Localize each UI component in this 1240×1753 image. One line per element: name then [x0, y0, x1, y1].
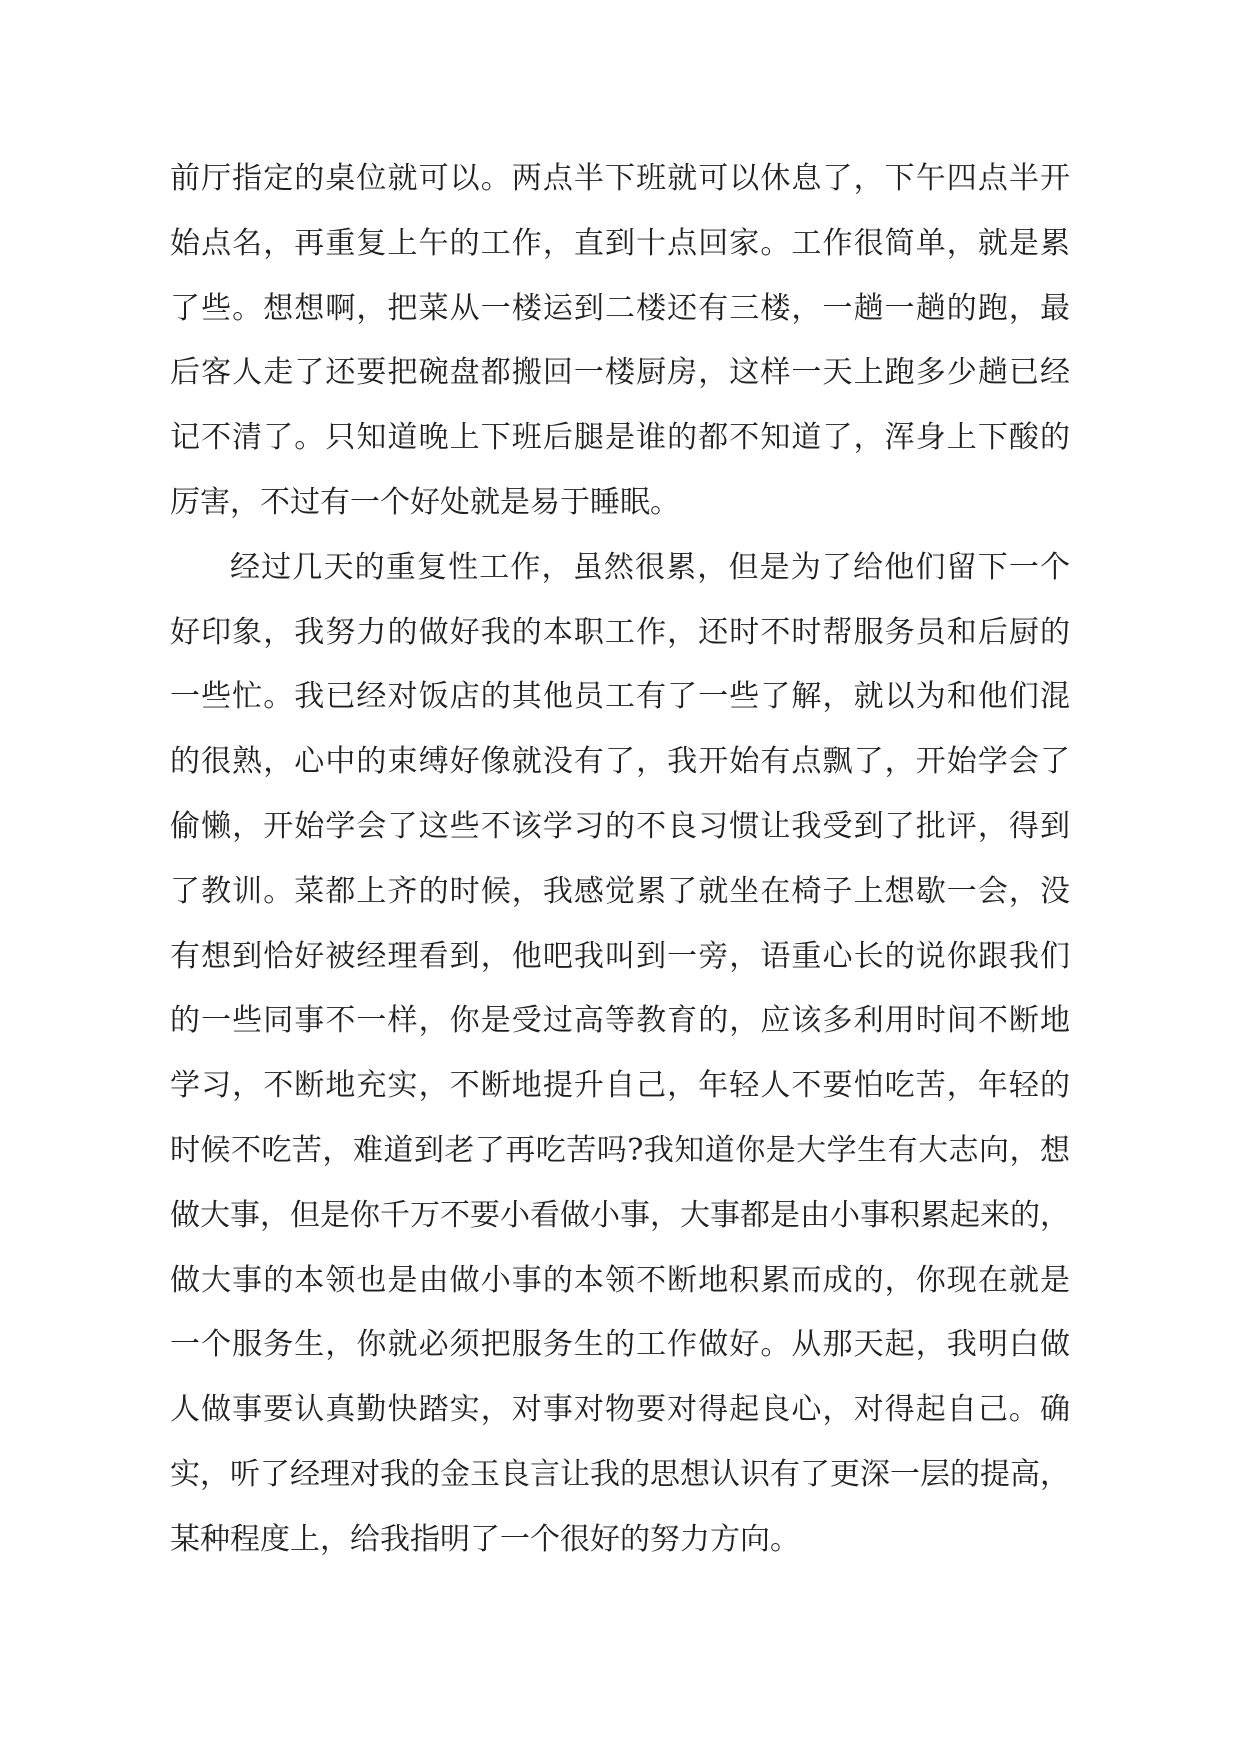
text-line: 实，听了经理对我的金玉良言让我的思想认识有了更深一层的提高，	[170, 1456, 1070, 1492]
paragraph-1	[170, 147, 1070, 536]
text-line: 前厅指定的桌位就可以。两点半下班就可以休息了，下午四点半开	[170, 161, 1070, 196]
text-line: 记不清了。只知道晚上下班后腿是谁的都不知道了，浑身上下酸的	[170, 420, 1070, 456]
text-line: 厉害，不过有一个好处就是易于睡眠。	[170, 484, 680, 520]
document-body	[170, 147, 1070, 1573]
text-line: 始点名，再重复上午的工作，直到十点回家。工作很简单，就是累	[170, 225, 1070, 261]
text-line: 了教训。菜都上齐的时候，我感觉累了就坐在椅子上想歇一会，没	[170, 873, 1070, 909]
text-line: 有想到恰好被经理看到，他吧我叫到一旁，语重心长的说你跟我们	[170, 938, 1070, 974]
text-line: 时候不吃苦，难道到老了再吃苦吗?我知道你是大学生有大志向，想	[170, 1132, 1070, 1168]
text-line: 经过几天的重复性工作，虽然很累，但是为了给他们留下一个	[230, 549, 1070, 585]
text-line: 做大事的本领也是由做小事的本领不断地积累而成的，你现在就是	[170, 1262, 1070, 1298]
text-line: 某种程度上，给我指明了一个很好的努力方向。	[170, 1521, 800, 1557]
paragraph-2	[170, 536, 1070, 1573]
text-line: 后客人走了还要把碗盘都搬回一楼厨房，这样一天上跑多少趟已经	[170, 355, 1070, 391]
text-line: 的很熟，心中的束缚好像就没有了，我开始有点飘了，开始学会了	[170, 744, 1070, 780]
text-line: 学习，不断地充实，不断地提升自己，年轻人不要怕吃苦，年轻的	[170, 1068, 1070, 1104]
text-line: 了些。想想啊，把菜从一楼运到二楼还有三楼，一趟一趟的跑，最	[170, 290, 1070, 326]
text-line: 一些忙。我已经对饭店的其他员工有了一些了解，就以为和他们混	[170, 679, 1070, 715]
text-line: 做大事，但是你千万不要小看做小事，大事都是由小事积累起来的，	[170, 1197, 1070, 1233]
text-line: 的一些同事不一样，你是受过高等教育的，应该多利用时间不断地	[170, 1003, 1070, 1039]
text-line: 偷懒，开始学会了这些不该学习的不良习惯让我受到了批评，得到	[170, 808, 1070, 844]
text-line: 人做事要认真勤快踏实，对事对物要对得起良心，对得起自己。确	[170, 1392, 1070, 1428]
text-line: 好印象，我努力的做好我的本职工作，还时不时帮服务员和后厨的	[170, 614, 1070, 650]
text-line: 一个服务生，你就必须把服务生的工作做好。从那天起，我明白做	[170, 1327, 1070, 1363]
